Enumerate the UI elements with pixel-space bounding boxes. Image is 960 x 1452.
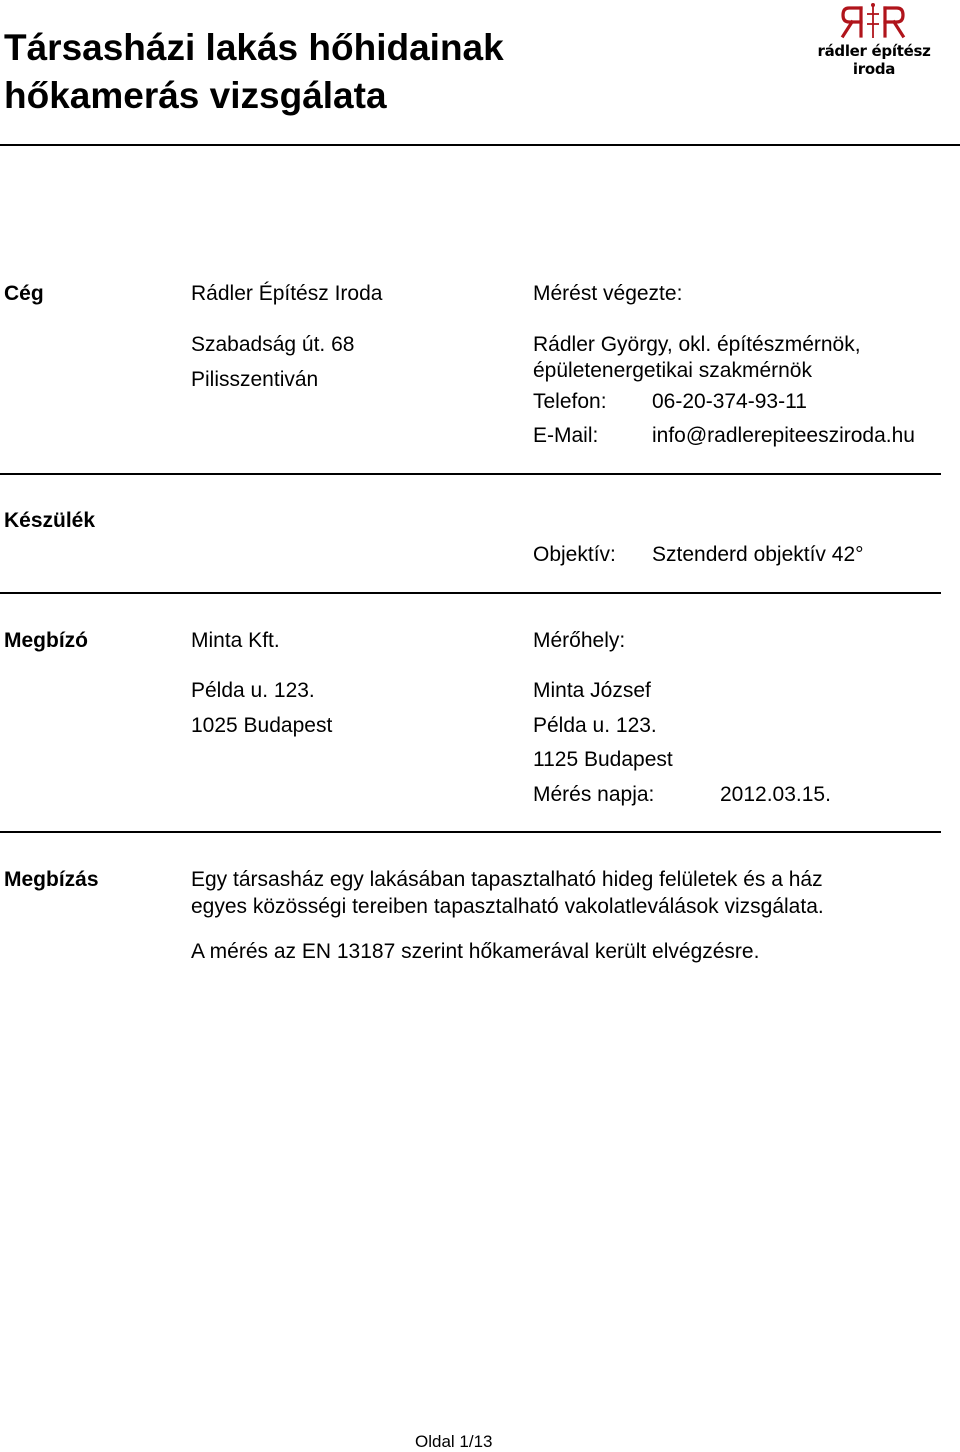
site-label: Mérőhely: xyxy=(533,629,626,652)
assignment-text-line2: egyes közösségi tereiben tapasztalható vakolatleválások vizsgálata. xyxy=(191,895,824,918)
performed-by-label: Mérést végezte: xyxy=(533,282,683,305)
email-value: info@radlerepiteesziroda.hu xyxy=(652,424,915,447)
assignment-text-line1: Egy társasház egy lakásában tapasztalható hideg felületek és a ház xyxy=(191,868,823,891)
site-address-city: 1125 Budapest xyxy=(533,748,673,771)
company-name: Rádler Építész Iroda xyxy=(191,282,383,305)
lens-value: Sztenderd objektív 42° xyxy=(652,543,864,566)
lens-label: Objektív: xyxy=(533,543,616,566)
client-name: Minta Kft. xyxy=(191,629,280,652)
company-address-city: Pilisszentiván xyxy=(191,368,319,391)
company-label: Cég xyxy=(4,282,44,305)
site-name: Minta József xyxy=(533,679,651,702)
client-address-city: 1025 Budapest xyxy=(191,714,333,737)
document-title-line2: hőkamerás vizsgálata xyxy=(4,75,387,116)
device-label: Készülék xyxy=(4,509,96,532)
company-logo xyxy=(803,2,945,78)
title-divider xyxy=(0,144,960,146)
company-divider xyxy=(0,473,941,475)
client-divider xyxy=(0,831,941,833)
email-label: E-Mail: xyxy=(533,424,599,447)
measurement-date-label: Mérés napja: xyxy=(533,783,655,806)
measurement-date: 2012.03.15. xyxy=(720,783,831,806)
site-address-street: Példa u. 123. xyxy=(533,714,657,737)
engineer-title: épületenergetikai szakmérnök xyxy=(533,359,812,382)
phone-value: 06-20-374-93-11 xyxy=(652,390,807,413)
assignment-standard-note: A mérés az EN 13187 szerint hőkamerával került elvégzésre. xyxy=(191,940,760,963)
document-title-line1: Társasházi lakás hőhidainak xyxy=(4,27,504,68)
client-address-street: Példa u. 123. xyxy=(191,679,315,702)
phone-label: Telefon: xyxy=(533,390,607,413)
engineer-name: Rádler György, okl. építészmérnök, xyxy=(533,333,861,356)
page-number: Oldal 1/13 xyxy=(415,1432,493,1451)
logo-mark-icon xyxy=(803,2,945,42)
company-address-street: Szabadság út. 68 xyxy=(191,333,355,356)
logo-text: rádler építész iroda xyxy=(817,42,931,78)
client-label: Megbízó xyxy=(4,629,88,652)
device-divider xyxy=(0,592,941,594)
assignment-label: Megbízás xyxy=(4,868,99,891)
